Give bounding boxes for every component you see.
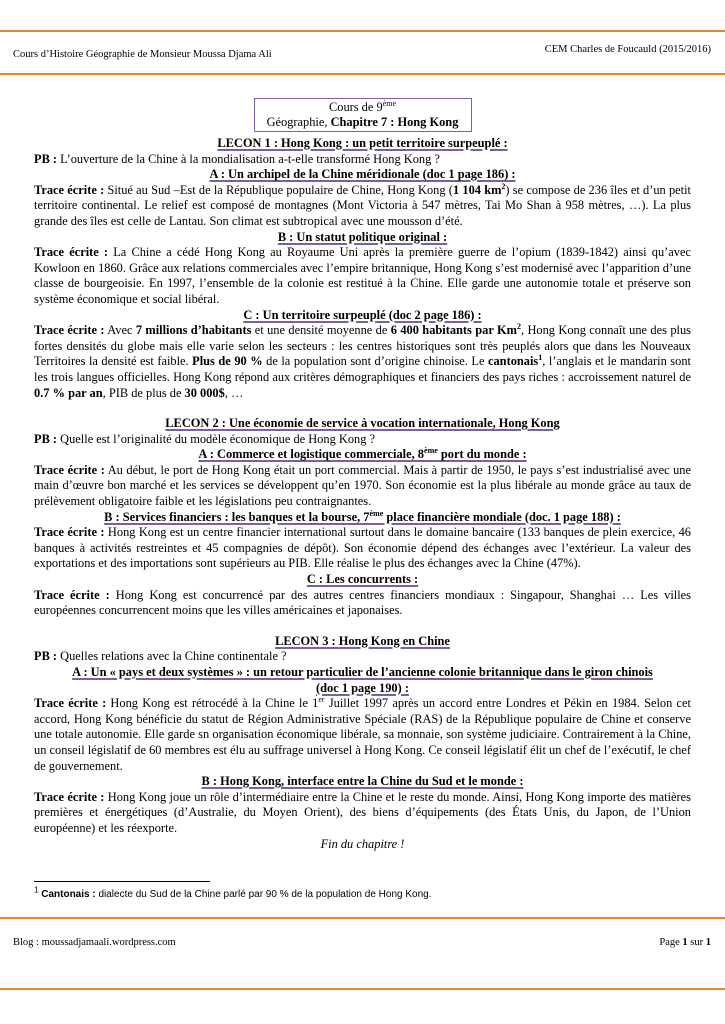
lesson2-b-heading bbox=[34, 510, 691, 526]
lesson3-a-trace bbox=[34, 696, 691, 774]
header-right-text: CEM Charles de Foucauld (2015/2016) bbox=[544, 44, 711, 55]
title-course-sup: ème bbox=[382, 98, 397, 108]
title-chapter: Chapitre 7 : Hong Kong bbox=[330, 115, 459, 129]
title-subject: Géographie, bbox=[266, 115, 331, 129]
lesson3-pb bbox=[34, 649, 691, 665]
heading-text: A : Commerce et logistique commerciale, 8 bbox=[198, 447, 425, 462]
trace-text: , Hong Kong connaît une des plus fortes densités du globe mais elle varie selon les secteurs : les centres historiques sont très peuplés alors que dans les Nouveaux Territoires la densité est faible. bbox=[34, 323, 691, 369]
lesson1-a-trace bbox=[34, 183, 691, 230]
footnote-text: dialecte du Sud de la Chine parlé par 90 % de la population de Hong Kong. bbox=[95, 889, 432, 900]
title-line2 bbox=[255, 115, 471, 130]
heading-sup: ème bbox=[424, 446, 438, 456]
trace-text: Hong Kong joue un rôle d’intermédiaire entre la Chine et le reste du monde. Ainsi, Hong Kong importe des matières premières et énergétiques (d’Australie, du Moyen Orient), des biens d’équipements (des États Unis, du Japon, de l’Union européenne) et les réexporte. bbox=[34, 789, 691, 835]
trace-text: , PIB de plus de bbox=[102, 385, 185, 400]
pb-text: Quelles relations avec la Chine continentale ? bbox=[57, 649, 287, 664]
pb-label: PB : bbox=[34, 649, 58, 664]
lesson3-a-heading-line1: A : Un « pays et deux systèmes » : un retour particulier de l’ancienne colonie britannique dans le giron chinois bbox=[72, 665, 653, 679]
heading-sup: ème bbox=[369, 508, 384, 518]
title-box bbox=[254, 98, 472, 132]
lesson2-a-trace bbox=[34, 463, 691, 510]
footnote-label: Cantonais : bbox=[41, 889, 96, 900]
trace-label: Trace écrite : bbox=[34, 587, 110, 602]
lesson2-b-trace bbox=[34, 525, 691, 572]
lesson3-a-heading-line2: (doc 1 page 190) : bbox=[316, 680, 409, 695]
footer-bottom-rule bbox=[0, 988, 725, 990]
heading-text: port du monde : bbox=[437, 447, 527, 462]
page-current: 1 bbox=[682, 937, 688, 948]
lesson3-b-heading: B : Hong Kong, interface entre la Chine du Sud et le monde : bbox=[201, 774, 524, 789]
chinese-share-value: Plus de 90 % bbox=[192, 354, 263, 369]
trace-label: Trace écrite : bbox=[34, 525, 105, 540]
growth-value: 0.7 % par an bbox=[34, 385, 103, 400]
pb-label: PB : bbox=[34, 151, 58, 166]
pb-label: PB : bbox=[34, 431, 58, 446]
date-sup: er bbox=[318, 695, 325, 705]
trace-text: , l’anglais et le mandarin sont les trois langues officielles. Hong Kong répond aux critères démographiques et financiers des pays riches : accroissement naturel de bbox=[34, 354, 691, 384]
trace-text: et une densité moyenne de bbox=[251, 323, 391, 338]
area-sup: 2 bbox=[501, 181, 506, 191]
trace-label: Trace écrite : bbox=[34, 696, 107, 711]
end-of-chapter: Fin du chapitre ! bbox=[320, 836, 405, 851]
page-total: 1 bbox=[705, 937, 711, 948]
trace-text: Juillet 1997 après un accord entre Londres et Pékin en 1984. Selon cet accord, Hong Kong bénéficie du statut de Région Administrative Spéciale (RAS) de la République populaire de Chine et conserve une totale autonomie. Elle garde sn organisation économique libérale, sa monnaie, son système judiciaire. Contrairement à la Chine, un conseil législatif de 60 membres est élu au suffrage universel à Hong Kong. Ce conseil législatif élit un chef de l’exécutif, le chef de gouvernement. bbox=[34, 696, 691, 773]
trace-text: Situé au Sud –Est de la République populaire de Chine, Hong Kong ( bbox=[104, 182, 453, 197]
trace-label: Trace écrite : bbox=[34, 245, 109, 260]
lesson2-pb bbox=[34, 432, 691, 448]
trace-label: Trace écrite : bbox=[34, 462, 105, 477]
footnote-number: 1 bbox=[34, 885, 39, 895]
lesson1-c-heading: C : Un territoire surpeuplé (doc 2 page 186) : bbox=[243, 307, 482, 322]
lesson2-c-trace bbox=[34, 588, 691, 619]
footer-top-rule bbox=[0, 917, 725, 919]
trace-text: Hong Kong est rétrocédé à la Chine le 1 bbox=[106, 696, 319, 711]
area-value: 1 104 km bbox=[452, 182, 502, 197]
lesson1-b-trace bbox=[34, 245, 691, 307]
lesson1-a-heading: A : Un archipel de la Chine méridionale (doc 1 page 186) : bbox=[209, 167, 516, 182]
footer-blog: Blog : moussadjamaali.wordpress.com bbox=[13, 937, 176, 948]
document-body bbox=[34, 98, 691, 852]
gdp-value: 30 000$ bbox=[184, 385, 225, 400]
title-line1 bbox=[255, 100, 471, 115]
lesson3-b-trace bbox=[34, 790, 691, 837]
trace-text: Au début, le port de Hong Kong était un port commercial. Mais à partir de 1950, le pays s’est industrialisé avec une main d’œuvre bon marché et les services se développent qu’en 1970. Son économie est la plus libérale au monde grâce au taux de prélèvement obligatoire faible et les législations peu contraignantes. bbox=[34, 462, 691, 509]
trace-text: Hong Kong est un centre financier international surtout dans le domaine bancaire (133 banques de plein exercice, 46 banques à activités restreintes et 45 compagnies de dépôt). Son économie dépend des échanges avec l’extérieur. La valeur des exportations et des importations sont supérieurs au PIB. Elle réalise le plus des échanges avec la Chine (47%). bbox=[34, 525, 691, 571]
lesson1-heading: LECON 1 : Hong Kong : un petit territoire surpeuplé : bbox=[217, 136, 508, 150]
trace-text: ) se compose de 236 îles et d’un petit territoire continental. Le relief est composé de montagnes (Mont Victoria à 547 mètres, Tai Mo Shan à 958 mètres, …). La plus grande des îles est celle de Lantau. Son climat est subtropical avec une mousson d’été. bbox=[34, 182, 691, 228]
footnote bbox=[34, 885, 432, 900]
lesson1-pb bbox=[34, 152, 691, 168]
cantonais-term: cantonais bbox=[487, 354, 539, 369]
footnote-separator bbox=[34, 881, 210, 882]
trace-text: , … bbox=[224, 385, 244, 400]
title-course: Cours de 9 bbox=[328, 100, 383, 114]
spacer bbox=[34, 619, 691, 634]
trace-text: de la population sont d’origine chinoise. Le bbox=[262, 354, 488, 369]
trace-text: La Chine a cédé Hong Kong au Royaume Uni après la première guerre de l’opium (1839-1842) ainsi qu’avec Kowloon en 1860. Grâce aux relations commerciales avec l’empire britannique, Hong Kong s’est modernisé avec l’apparition d’une classe de bourgeoisie. En 1997, l’ensemble de la colonie est restitué à la Chine. Elle garde une autonomie totale et préserve son système économique et social libéral. bbox=[34, 245, 691, 306]
lesson3-heading: LECON 3 : Hong Kong en Chine bbox=[275, 633, 450, 648]
header-left-text: Cours d’Histoire Géographie de Monsieur Moussa Djama Ali bbox=[13, 49, 272, 60]
population-value: 7 millions d’habitants bbox=[135, 323, 252, 338]
lesson2-c-heading: C : Les concurrents : bbox=[306, 572, 419, 587]
heading-text: place financière mondiale (doc. 1 page 188) : bbox=[383, 509, 621, 524]
lesson1-c-trace bbox=[34, 323, 691, 401]
trace-label: Trace écrite : bbox=[34, 182, 105, 197]
footnote-ref[interactable]: 1 bbox=[538, 353, 543, 363]
pb-text: L’ouverture de la Chine à la mondialisation a-t-elle transformé Hong Kong ? bbox=[57, 151, 440, 166]
footer-page-number bbox=[659, 937, 711, 948]
heading-text: B : Services financiers : les banques et la bourse, 7 bbox=[104, 509, 370, 524]
trace-label: Trace écrite : bbox=[34, 323, 105, 338]
pb-text: Quelle est l’originalité du modèle économique de Hong Kong ? bbox=[57, 431, 376, 446]
density-sup: 2 bbox=[516, 322, 521, 331]
trace-label: Trace écrite : bbox=[34, 789, 105, 804]
trace-text: Avec bbox=[104, 323, 136, 338]
trace-text: Hong Kong est concurrencé par des autres centres financiers mondiaux : Singapour, Shanghai … Les villes européennes concurrencent moins que les villes américaines et japonaises. bbox=[34, 587, 691, 618]
lesson1-b-heading: B : Un statut politique original : bbox=[277, 229, 448, 244]
page-prefix: Page bbox=[659, 937, 683, 948]
lesson2-a-heading bbox=[34, 447, 691, 463]
header-top-rule bbox=[0, 30, 725, 32]
lesson2-heading: LECON 2 : Une économie de service à vocation internationale, Hong Kong bbox=[165, 416, 560, 431]
header-bottom-rule bbox=[0, 73, 725, 75]
density-value: 6 400 habitants par Km bbox=[390, 323, 517, 338]
page-mid: sur bbox=[687, 937, 706, 948]
spacer bbox=[34, 401, 691, 416]
